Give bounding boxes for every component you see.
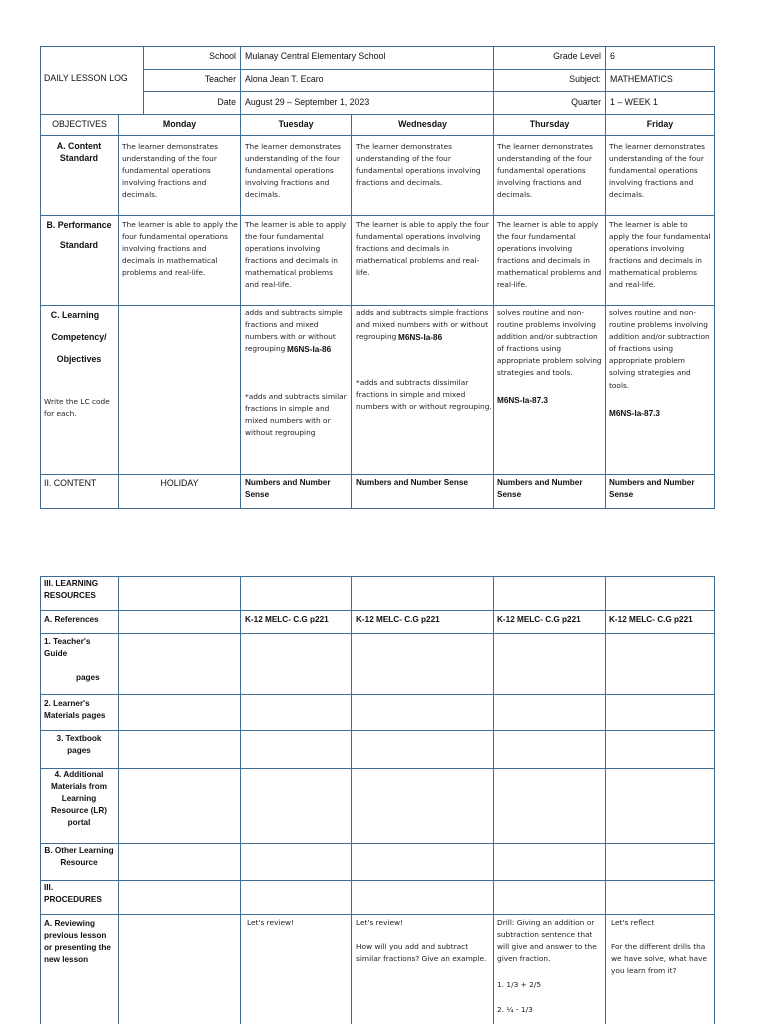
performance-standard-label-a: B. Performance — [46, 220, 112, 230]
performance-standard-monday: The learner is able to apply the four fundamental operations involving fractions and decimals in mathematical problems and real-life. — [122, 220, 238, 278]
teachers-guide-label: 1. Teacher's Guide — [44, 637, 91, 658]
quarter-value: 1 – WEEK 1 — [610, 97, 658, 107]
competency-thursday: solves routine and non- routine problems involving addition and/or subtraction of fractions using appropriate problem solving strategies and tools. — [497, 308, 602, 378]
teacher-value: Alona Jean T. Ecaro — [245, 74, 324, 84]
day-header-friday: Friday — [646, 119, 674, 129]
content-monday: HOLIDAY — [160, 478, 199, 488]
reviewing-label: A. Reviewing previous lesson or presenting the new lesson — [44, 919, 111, 964]
content-tuesday: Numbers and Number Sense — [245, 478, 331, 499]
competency-tuesday-a: adds and subtracts simple fractions and mixed numbers with or without regrouping — [245, 308, 343, 354]
performance-standard-wednesday: The learner is able to apply the four fundamental operations involving fractions and decimals in mathematical problems and real- life. — [356, 220, 489, 278]
proc-wednesday-a: Let's review! — [356, 918, 404, 927]
additional-materials-label: 4. Additional Materials from Learning Resource (LR) portal — [51, 770, 107, 827]
proc-friday-b: For the different drills tha we have solve, what have you learn from it? — [611, 942, 708, 976]
log-title: DAILY LESSON LOG — [44, 73, 128, 83]
competency-label-c: Objectives — [56, 354, 102, 364]
competency-wednesday-code: M6NS-Ia-86 — [398, 333, 443, 342]
subject-label: Subject: — [569, 74, 601, 84]
learners-materials-label: 2. Learner's Materials pages — [44, 699, 106, 720]
competency-tuesday-b: *adds and subtracts similar fractions in simple and mixed numbers with or without regrouping — [245, 392, 347, 438]
proc-thursday-b: 1. 1/3 + 2/5 — [497, 980, 542, 989]
lesson-log-table-top — [40, 46, 715, 509]
day-header-thursday: Thursday — [529, 119, 570, 129]
competency-label-b: Competency/ — [51, 332, 107, 342]
content-thursday: Numbers and Number Sense — [497, 478, 583, 499]
procedures-label: III. PROCEDURES — [44, 883, 102, 904]
quarter-label: Quarter — [571, 97, 601, 107]
day-header-monday: Monday — [162, 119, 197, 129]
proc-thursday-a: Drill: Giving an addition or subtraction sentence that will give and answer to the given fraction. — [497, 918, 597, 964]
day-header-tuesday: Tuesday — [278, 119, 314, 129]
school-value: Mulanay Central Elementary School — [245, 51, 386, 61]
content-standard-tuesday: The learner demonstrates understanding of the four fundamental operations involving fractions and decimals. — [245, 142, 342, 200]
teacher-label: Teacher — [204, 74, 236, 84]
proc-thursday-c: 2. ¼ - 1/3 — [497, 1005, 533, 1014]
ref-thursday: K-12 MELC- C.G p221 — [497, 615, 581, 624]
content-standard-wednesday: The learner demonstrates understanding of the four fundamental operations involving fractions and decimals. — [356, 142, 481, 188]
competency-thursday-code: M6NS-Ia-87.3 — [497, 396, 548, 405]
ref-tuesday: K-12 MELC- C.G p221 — [245, 615, 329, 624]
resources-label: III. LEARNING RESOURCES — [44, 579, 99, 600]
competency-friday-code: M6NS-Ia-87.3 — [609, 409, 660, 418]
grade-value: 6 — [610, 51, 615, 61]
day-header-wednesday: Wednesday — [398, 119, 447, 129]
date-label: Date — [217, 97, 236, 107]
competency-wednesday-b: *adds and subtracts dissimilar fractions in simple and mixed numbers with or without regrouping. — [356, 378, 492, 412]
competency-friday: solves routine and non- routine problems involving addition and/or subtraction of fractions using appropriate problem solving strategies and tools. — [609, 308, 710, 390]
content-friday: Numbers and Number Sense — [609, 478, 695, 499]
other-resources-label: B. Other Learning Resource — [44, 846, 114, 867]
ref-friday: K-12 MELC- C.G p221 — [609, 615, 693, 624]
competency-note: Write the LC code for each. — [44, 397, 110, 419]
content-standard-monday: The learner demonstrates understanding of the four fundamental operations involving fractions and decimals. — [122, 142, 219, 200]
proc-tuesday: Let's review! — [247, 918, 295, 927]
ref-wednesday: K-12 MELC- C.G p221 — [356, 615, 440, 624]
proc-friday-a: Let's reflect — [611, 918, 655, 927]
competency-wednesday-a: adds and subtracts simple fractions and mixed numbers with or without regrouping — [356, 308, 489, 342]
proc-wednesday-b: How will you add and subtract similar fractions? Give an example. — [356, 942, 487, 964]
competency-label-a: C. Learning — [50, 310, 100, 320]
content-standard-label: A. Content Standard — [56, 141, 102, 163]
lesson-log-table-bottom — [40, 576, 715, 1024]
content-standard-thursday: The learner demonstrates understanding of the four fundamental operations involving fractions and decimals. — [497, 142, 594, 200]
content-standard-friday: The learner demonstrates understanding of the four fundamental operations involving fractions and decimals. — [609, 142, 706, 200]
content-wednesday: Numbers and Number Sense — [356, 478, 468, 487]
content-label: II. CONTENT — [44, 478, 97, 488]
references-label: A. References — [44, 615, 99, 624]
grade-label: Grade Level — [553, 51, 601, 61]
performance-standard-thursday: The learner is able to apply the four fundamental operations involving fractions and decimals in mathematical problems and real-life. — [497, 220, 602, 290]
subject-value: MATHEMATICS — [610, 74, 673, 84]
objectives-header: OBJECTIVES — [52, 119, 107, 129]
competency-tuesday-code: M6NS-Ia-86 — [287, 345, 332, 354]
teachers-guide-pages: pages — [76, 673, 100, 682]
school-label: School — [209, 51, 236, 61]
date-value: August 29 – September 1, 2023 — [245, 97, 370, 107]
textbook-label: 3. Textbook pages — [56, 734, 102, 755]
performance-standard-label-b: Standard — [59, 240, 99, 250]
performance-standard-tuesday: The learner is able to apply the four fundamental operations involving fractions and decimals in mathematical problems and real-life. — [245, 220, 347, 290]
performance-standard-friday: The learner is able to apply the four fundamental operations involving fractions and decimals in mathematical problems and real-life. — [609, 220, 711, 290]
